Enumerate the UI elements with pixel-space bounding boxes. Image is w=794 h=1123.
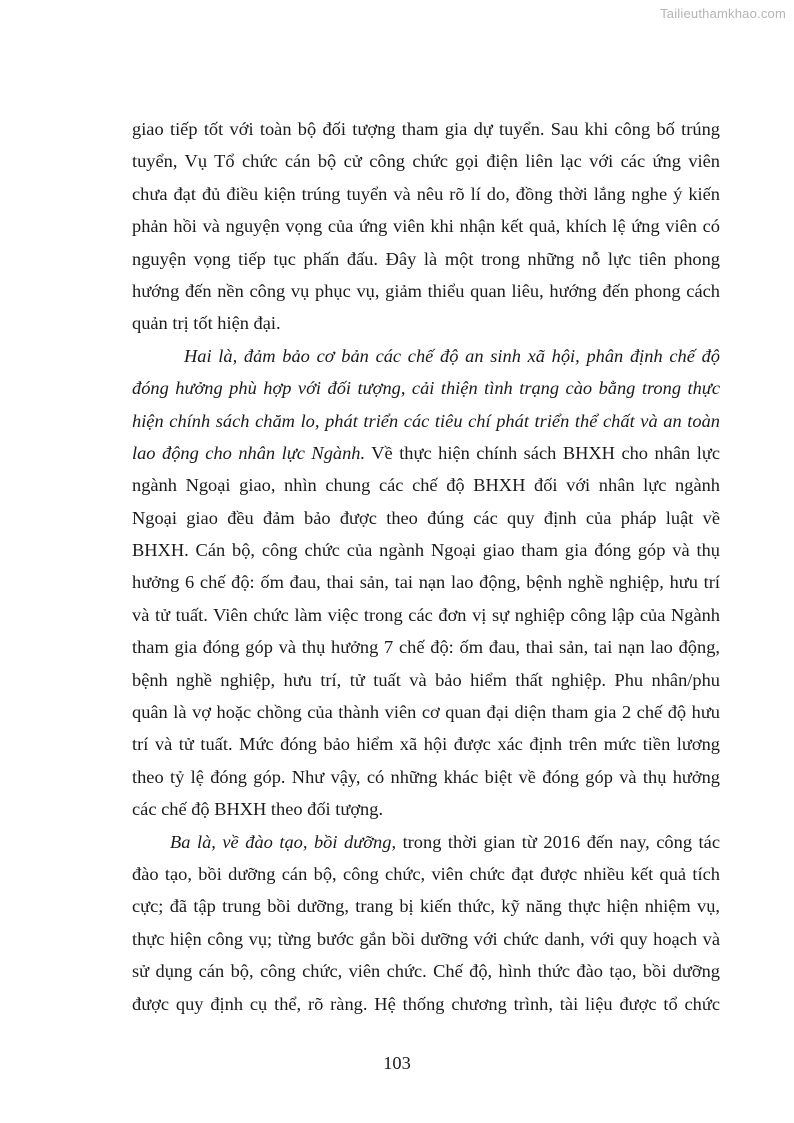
text-line: nguyện vọng tiếp tục phấn đấu. Đây là một trong những nỗ lực tiên phong (132, 248, 720, 269)
italic-heading-fragment: Ba là, về đào tạo, bồi dưỡng, (170, 831, 397, 852)
text-line: ngành Ngoại giao, nhìn chung các chế độ BHXH đối với nhân lực ngành (132, 475, 720, 496)
text-line: cực; đã tập trung bồi dưỡng, trang bị kiến thức, kỹ năng thực hiện nhiệm vụ, (132, 896, 720, 917)
text-line: thực hiện công vụ; từng bước gắn bồi dưỡng với chức danh, với quy hoạch và (132, 928, 720, 949)
text-line: giao tiếp tốt với toàn bộ đối tượng tham gia dự tuyển. Sau khi công bố trúng (132, 119, 720, 139)
text-line: theo tỷ lệ đóng góp. Như vậy, có những khác biệt về đóng góp và thụ hưởng (132, 766, 720, 787)
text-fragment: Về thực hiện chính sách BHXH cho nhân lực (365, 442, 720, 463)
text-line: đào tạo, bồi dưỡng cán bộ, công chức, viên chức đạt được nhiều kết quả tích (132, 863, 720, 884)
text-line: phản hồi và nguyện vọng của ứng viên khi nhận kết quả, khích lệ ứng viên có (132, 216, 720, 237)
text-line: đóng hưởng phù hợp với đối tượng, cải thiện tình trạng cào bằng trong thực (132, 378, 720, 399)
paragraph-3 (132, 826, 720, 1020)
italic-heading-fragment: lao động cho nhân lực Ngành. (132, 442, 366, 463)
text-line: bệnh nghề nghiệp, hưu trí, tử tuất và bảo hiểm thất nghiệp. Phu nhân/phu (132, 669, 720, 690)
page-number: 103 (383, 1053, 411, 1073)
text-line: hưởng 6 chế độ: ốm đau, thai sản, tai nạn lao động, bệnh nghề nghiệp, hưu trí (132, 572, 720, 593)
document-body (132, 113, 720, 1020)
paragraph-1 (132, 113, 720, 340)
text-line: chưa đạt đủ điều kiện trúng tuyển và nêu rõ lí do, đồng thời lắng nghe ý kiến (132, 183, 720, 204)
text-line: các chế độ BHXH theo đối tượng. (132, 799, 384, 820)
text-fragment: trong thời gian từ 2016 đến nay, công tác (396, 831, 720, 852)
text-line: BHXH. Cán bộ, công chức của ngành Ngoại giao tham gia đóng góp và thụ (132, 540, 720, 561)
text-line: được quy định cụ thể, rõ ràng. Hệ thống chương trình, tài liệu được tổ chức (132, 993, 720, 1014)
text-line: sử dụng cán bộ, công chức, viên chức. Chế độ, hình thức đào tạo, bồi dưỡng (132, 961, 720, 982)
text-line: và tử tuất. Viên chức làm việc trong các đơn vị sự nghiệp công lập của Ngành (132, 604, 720, 625)
text-line: tham gia đóng góp và thụ hưởng 7 chế độ: ốm đau, thai sản, tai nạn lao động, (132, 637, 720, 658)
text-line: Hai là, đảm bảo cơ bản các chế độ an sinh xã hội, phân định chế độ (184, 345, 720, 366)
watermark: Tailieuthamkhao.com (660, 6, 786, 21)
text-line: hướng đến nền công vụ phục vụ, giảm thiểu quan liêu, hướng đến phong cách (132, 280, 720, 301)
text-line: Ngoại giao đều đảm bảo được theo đúng các quy định của pháp luật về (132, 507, 720, 528)
text-line: tuyển, Vụ Tổ chức cán bộ cử công chức gọi điện liên lạc với các ứng viên (132, 151, 720, 172)
text-line: quân là vợ hoặc chồng của thành viên cơ quan đại diện tham gia 2 chế độ hưu (132, 702, 720, 723)
text-line: hiện chính sách chăm lo, phát triển các tiêu chí phát triển thể chất và an toàn (132, 410, 720, 431)
text-line (132, 826, 720, 858)
paragraph-2 (132, 340, 720, 826)
text-line (132, 437, 720, 469)
text-line: quản trị tốt hiện đại. (132, 313, 281, 334)
text-line: trí và tử tuất. Mức đóng bảo hiểm xã hội được xác định trên mức tiền lương (132, 734, 720, 755)
